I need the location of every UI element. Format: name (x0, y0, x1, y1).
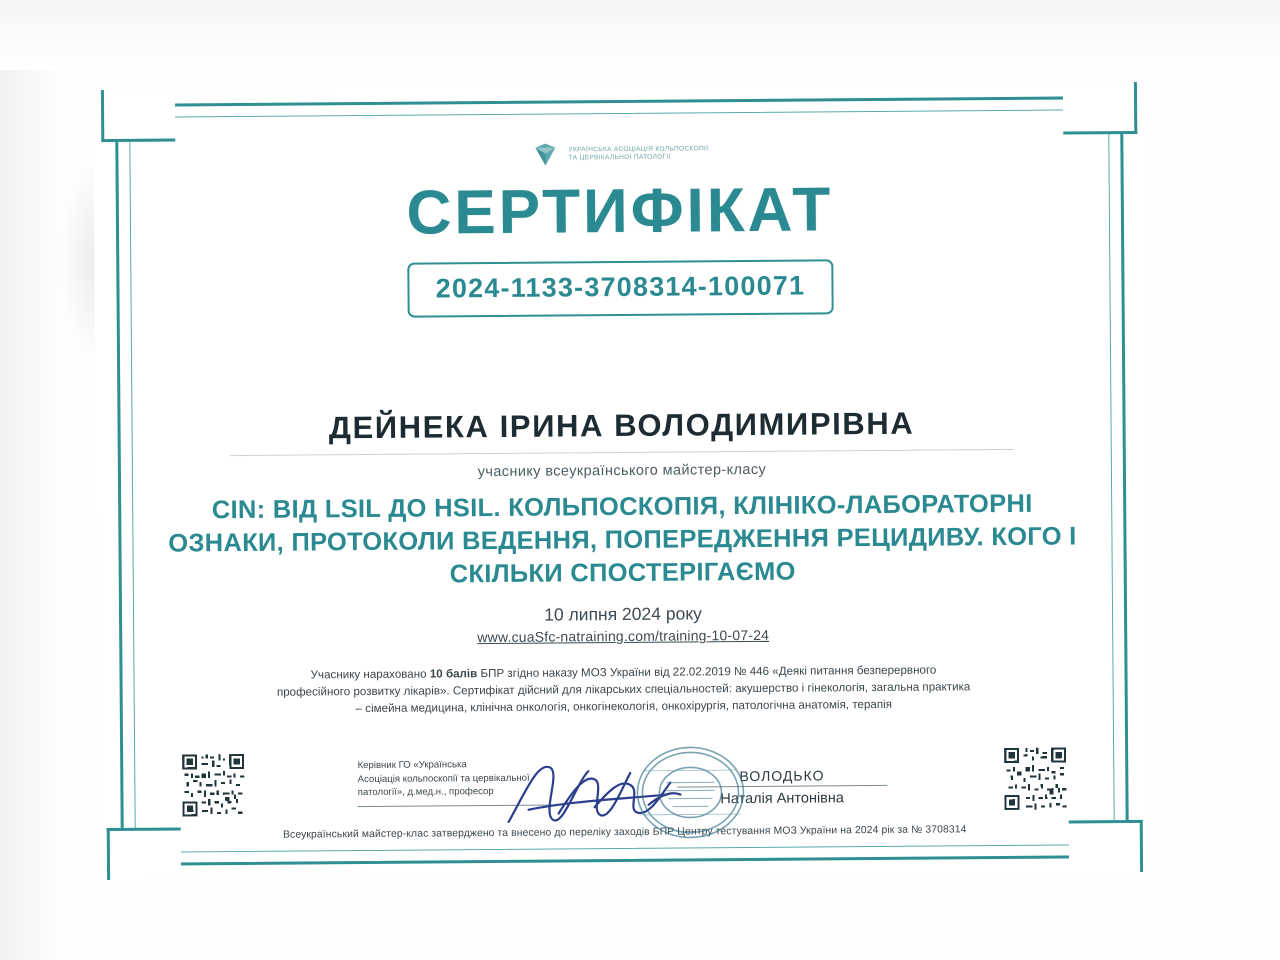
certificate-title: СЕРТИФІКАТ (406, 175, 834, 248)
diamond-logo-icon (530, 139, 560, 169)
course-title: CIN: ВІД LSIL ДО HSIL. КОЛЬПОСКОПІЯ, КЛІНІКО-ЛАБОРАТОРНІ ОЗНАКИ, ПРОТОКОЛИ ВЕДЕННЯ, ПОПЕРЕДЖЕННЯ РЕЦИДИВУ. КОГО І СКІЛЬКИ СПОСТЕРІГАЄМО (168, 489, 1077, 589)
scan-edge-shadow-top (0, 0, 1280, 70)
qr-code-icon[interactable] (1004, 748, 1066, 810)
certificate-code: 2024-1133-3708314-100071 (407, 259, 833, 317)
organization-logo-text (568, 145, 708, 162)
credit-points: 10 балів (429, 667, 478, 681)
signature-line (358, 804, 558, 807)
signer-title-line1: Керівник ГО «Українська (357, 759, 467, 772)
recipient-name: ДЕЙНЕКА ІРИНА ВОЛОДИМИРІВНА (328, 405, 915, 446)
footer-note: Всеукраїнський майстер-клас затверджено та внесено до переліку заходів БПР Центру тестування МОЗ України на 2024 рік за № 3708314 (282, 824, 967, 841)
signer-title-line3: патології», д.мед.н., професор (357, 786, 494, 799)
credit-paragraph (199, 661, 1048, 719)
certificate-sheet (93, 82, 1151, 880)
certificate-content (93, 82, 1151, 880)
qr-code-icon[interactable] (182, 754, 244, 816)
credit-line-2: професійного розвитку лікарів». Сертифікат дійсний для лікарських спеціальностей: акушерство і гінекологія, загальна практика (276, 680, 971, 699)
credit-line-1-pre: Учаснику нараховано (310, 667, 430, 682)
signer-title-block (358, 757, 568, 806)
divider (230, 449, 1014, 456)
signer-rule (677, 785, 887, 788)
event-date: 10 липня 2024 року (544, 603, 702, 625)
certificate-subtitle: учаснику всеукраїнського майстер-класу (477, 461, 767, 481)
signer-title-line2: Асоціація кольпоскопії та цервікальної (357, 772, 530, 785)
signature-row (168, 737, 1081, 816)
signer-name-block (667, 767, 897, 808)
credit-line-1-post: БПР згідно наказу МОЗ України від 22.02.2019 № 446 «Деякі питання безперервного (477, 663, 937, 681)
event-link: www.cuaSfc-natraining.com/training-10-07-24 (477, 626, 770, 646)
credit-line-3: – сімейна медицина, клінічна онкологія, онкогінекологія, онкохірургія, патологічна анатомія, терапія (355, 697, 893, 716)
scan-edge-shadow-left (0, 0, 96, 960)
signer-surname: ВОЛОДЬКО (739, 767, 825, 785)
signer-firstname: Наталія Антонівна (720, 790, 844, 808)
organization-logo (163, 130, 1075, 177)
organization-logo-line1: УКРАЇНСЬКА АСОЦІАЦІЯ КОЛЬПОСКОПІЇ (568, 145, 709, 154)
organization-logo-line2: ТА ЦЕРВІКАЛЬНОЇ ПАТОЛОГІЇ (568, 153, 671, 162)
